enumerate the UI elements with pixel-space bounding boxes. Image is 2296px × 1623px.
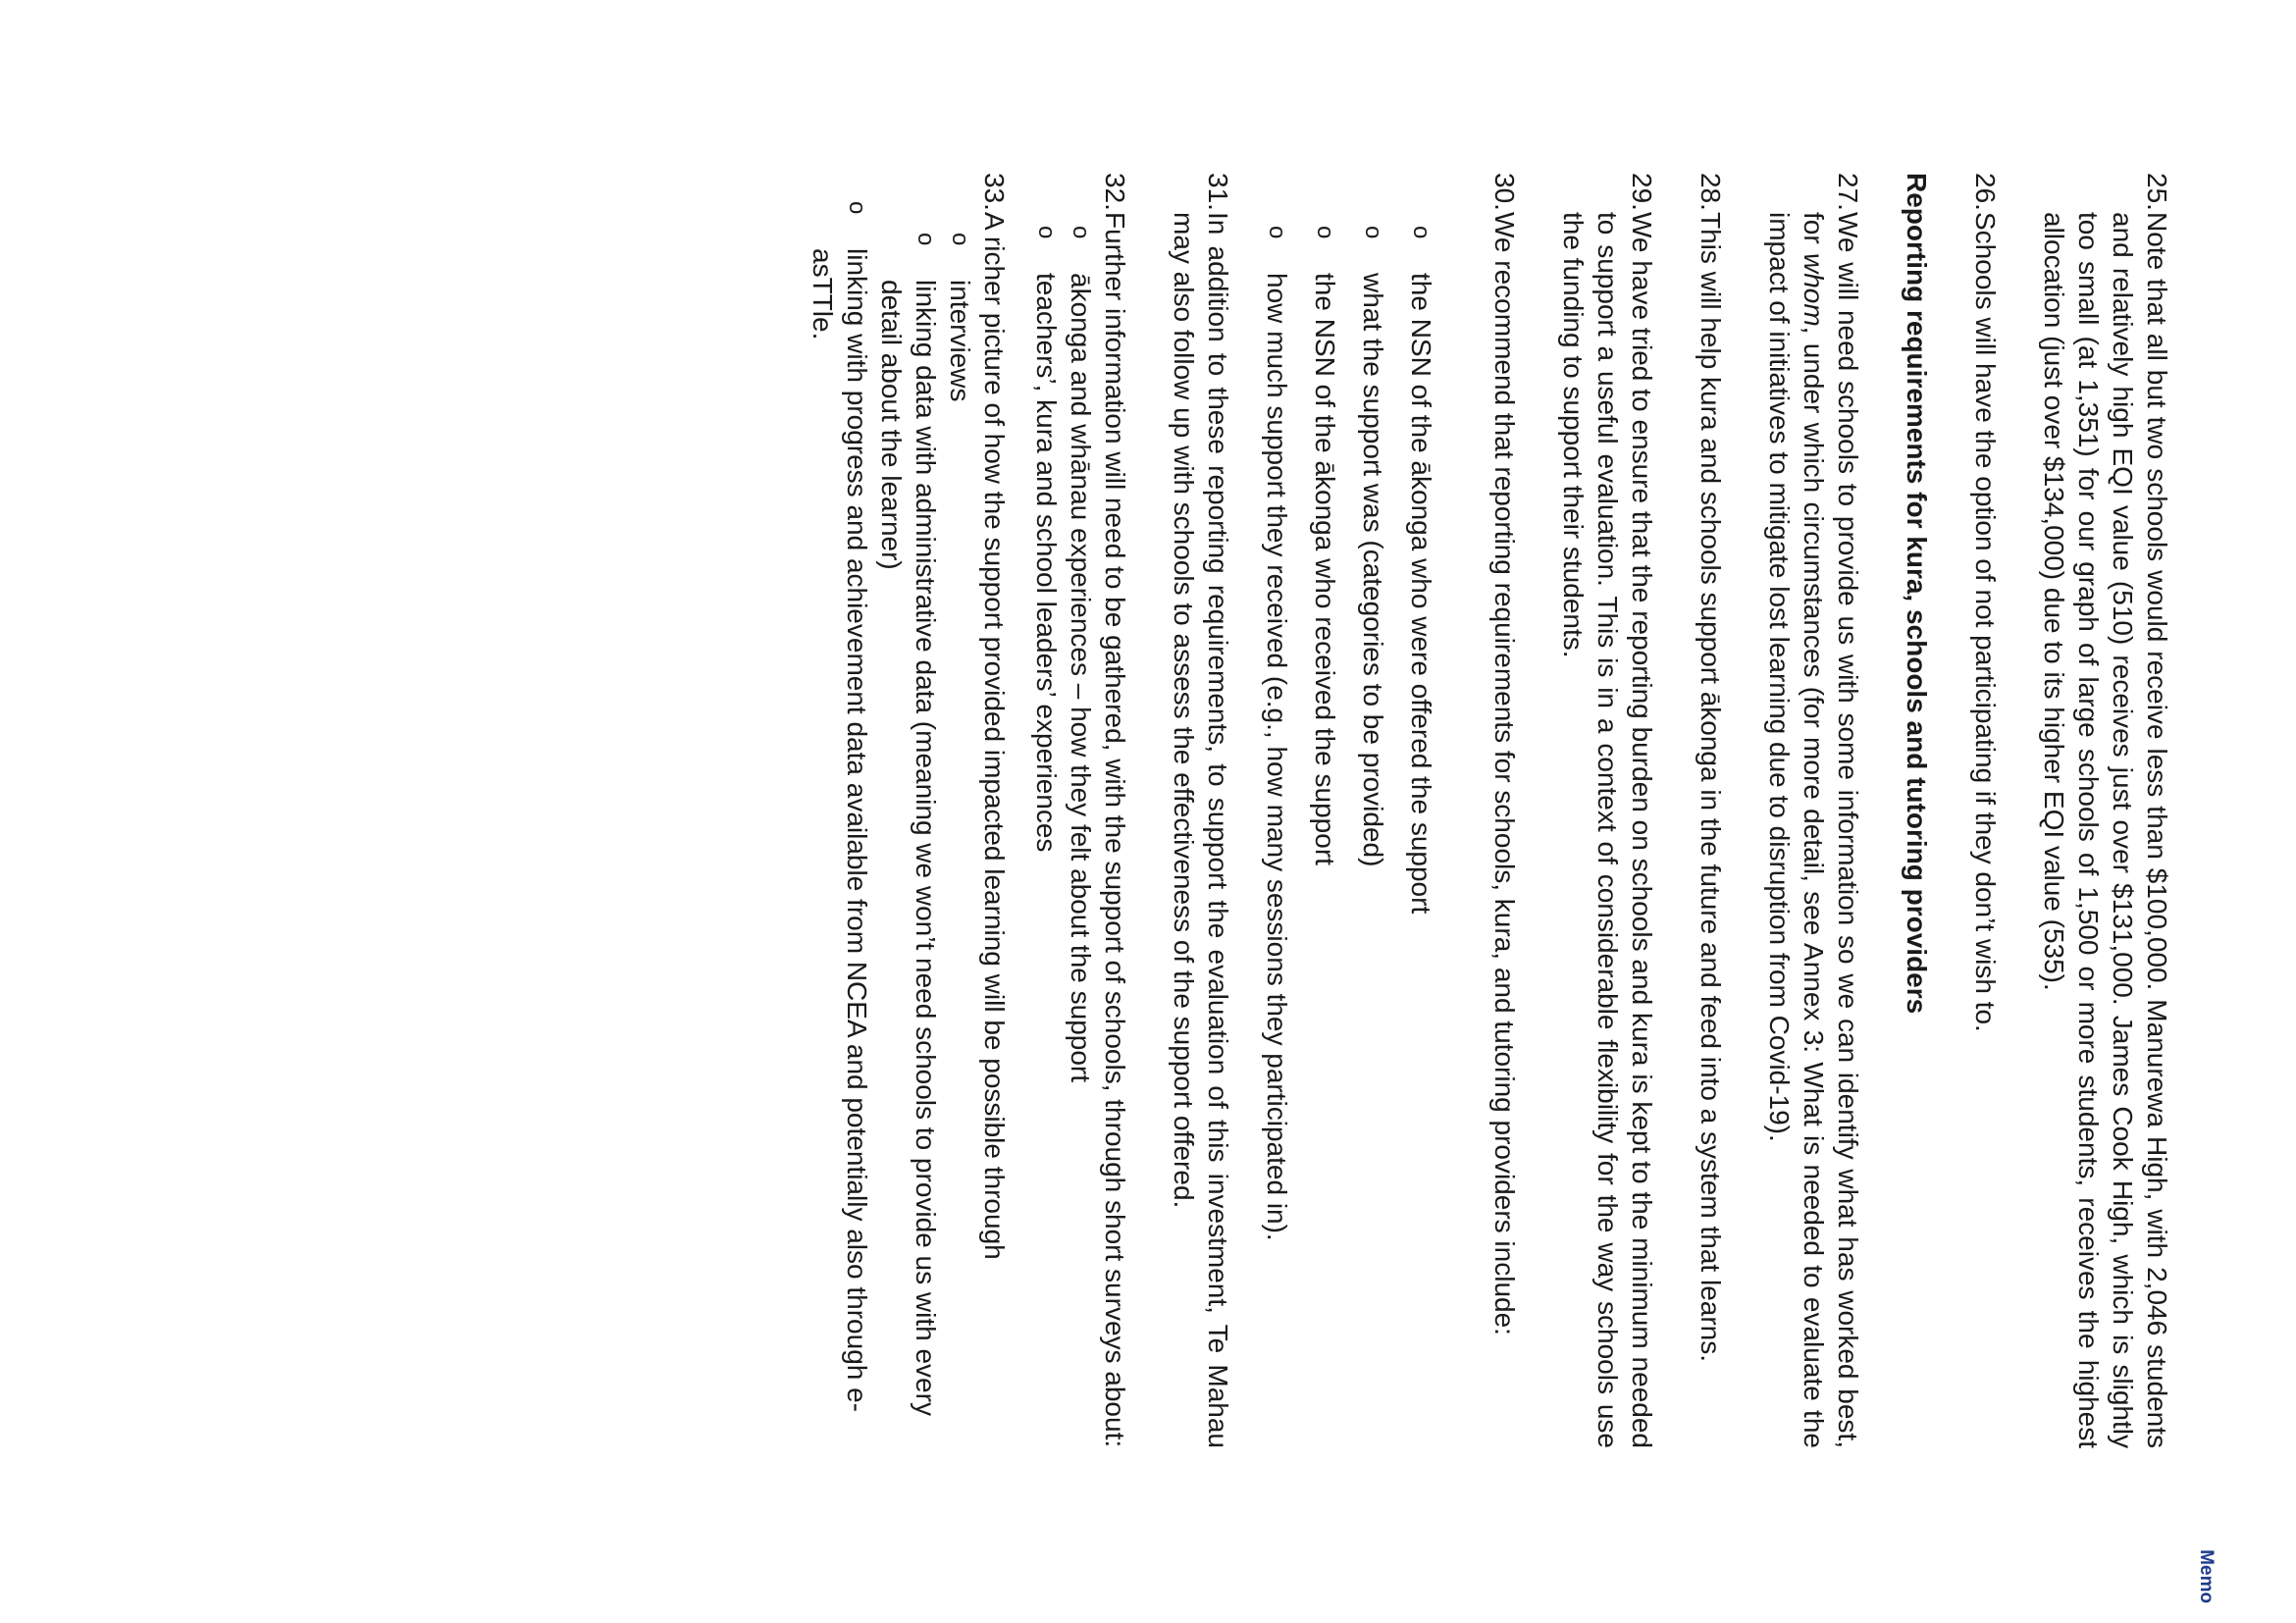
list-item-text: the NSN of the ākonga who received the support bbox=[1310, 273, 1340, 865]
paragraph-text: Further information will need to be gathered, with the support of schools, through short surveys about: bbox=[1100, 212, 1130, 1448]
memo-header-label: Memo bbox=[2196, 1549, 2217, 1603]
paragraph-text bbox=[1762, 212, 1865, 1448]
list-item bbox=[1308, 212, 1342, 1448]
list-item-text: linking with progress and achievement data available from NCEA and potentially also through e-asTTle. bbox=[808, 248, 872, 1413]
paragraph-number: 26. bbox=[1970, 173, 2001, 211]
paragraph-text: A richer picture of how the support provided impacted learning will be possible through bbox=[979, 212, 1010, 1260]
bullet-marker: o bbox=[844, 201, 870, 215]
paragraph-text: Schools will have the option of not participating if they don’t wish to. bbox=[1970, 212, 2001, 1032]
bullet-list-30 bbox=[1260, 173, 1438, 1448]
list-item bbox=[1260, 212, 1294, 1448]
bullet-list-32 bbox=[1029, 173, 1098, 1448]
list-item-text: teachers’, kura and school leaders’ experiences bbox=[1031, 273, 1062, 853]
paragraph-text: We have tried to ensure that the reporting burden on schools and kura is kept to the minimum needed to support a useful evaluation. This is in a context of considerable flexibility for the way schools use the funding to support their students. bbox=[1558, 212, 1657, 1448]
list-item bbox=[1404, 212, 1438, 1448]
document-body bbox=[806, 173, 2174, 1448]
list-item-text: what the support was (categories to be provided) bbox=[1358, 273, 1388, 867]
paragraph-29 bbox=[1556, 173, 1659, 1448]
bullet-list-33 bbox=[806, 173, 977, 1448]
bullet-marker: o bbox=[913, 233, 939, 246]
paragraph-32 bbox=[1098, 173, 1132, 1448]
paragraph-27 bbox=[1762, 173, 1865, 1448]
list-item bbox=[806, 187, 874, 1448]
paragraph-text: In addition to these reporting requirements, to support the evaluation of this investment, Te Mahau may also follow up with schools to assess the effectiveness of the support offered. bbox=[1169, 212, 1233, 1448]
paragraph-31 bbox=[1167, 173, 1235, 1448]
section-heading: Reporting requirements for kura, schools and tutoring providers bbox=[1902, 173, 1932, 1015]
bullet-marker: o bbox=[1360, 226, 1386, 239]
bullet-marker: o bbox=[1033, 226, 1060, 239]
paragraph-26 bbox=[1968, 173, 2003, 1448]
paragraph-33 bbox=[977, 173, 1012, 1448]
bullet-marker: o bbox=[1408, 226, 1435, 239]
paragraph-number: 30. bbox=[1489, 173, 1520, 211]
list-item bbox=[1064, 212, 1098, 1448]
paragraph-text: This will help kura and schools support ākonga in the future and feed into a system that learns. bbox=[1696, 212, 1726, 1363]
bullet-marker: o bbox=[1264, 226, 1290, 239]
bullet-marker: o bbox=[947, 233, 973, 246]
bullet-marker: o bbox=[1068, 226, 1094, 239]
list-item bbox=[1029, 212, 1064, 1448]
paragraph-28 bbox=[1694, 173, 1728, 1448]
paragraph-number: 31. bbox=[1203, 173, 1233, 211]
paragraph-number: 27. bbox=[1833, 173, 1863, 211]
bullet-marker: o bbox=[1312, 226, 1338, 239]
paragraph-text-part: , under which circumstances (for more detail, see Annex 3: What is needed to evaluate the impact of initiatives to mitigate lost learning due to disruption from Covid-19). bbox=[1764, 212, 1829, 1448]
paragraph-number: 25. bbox=[2142, 173, 2172, 211]
list-item-text: ākonga and whānau experiences – how they felt about the support bbox=[1066, 273, 1096, 1083]
paragraph-text: Note that all but two schools would receive less than $100,000. Manurewa High, with 2,046 students and relatively high EQI value (510) receives just over $131,000. James Cook High, which is slightly too small (at 1,351) for our graph of large schools of 1,500 or more students, receives the highest allocation (just over $134,000) due to its higher EQI value (535). bbox=[2039, 212, 2172, 1448]
paragraph-number: 33. bbox=[979, 173, 1010, 211]
list-item-text: how much support they received (e.g., how many sessions they participated in). bbox=[1262, 273, 1292, 1241]
paragraph-number: 29. bbox=[1627, 173, 1657, 211]
list-item bbox=[943, 219, 977, 1448]
paragraph-number: 28. bbox=[1696, 173, 1726, 211]
list-item-text: the NSN of the ākonga who were offered the support bbox=[1406, 273, 1436, 915]
paragraph-number: 32. bbox=[1100, 173, 1130, 211]
list-item bbox=[874, 219, 943, 1448]
paragraph-text: We recommend that reporting requirements for schools, kura, and tutoring providers include: bbox=[1489, 212, 1520, 1335]
paragraph-text-part: We will need schools to provide us with some information so we can identify what has worked best, for bbox=[1799, 212, 1863, 1448]
paragraph-25 bbox=[2037, 173, 2174, 1448]
list-item-text: interviews bbox=[945, 280, 975, 402]
list-item-text: linking data with administrative data (meaning we won’t need schools to provide us with every detail about the learner) bbox=[876, 280, 941, 1416]
list-item bbox=[1356, 212, 1390, 1448]
paragraph-30 bbox=[1487, 173, 1522, 1448]
emphasis-text: whom bbox=[1799, 252, 1829, 327]
